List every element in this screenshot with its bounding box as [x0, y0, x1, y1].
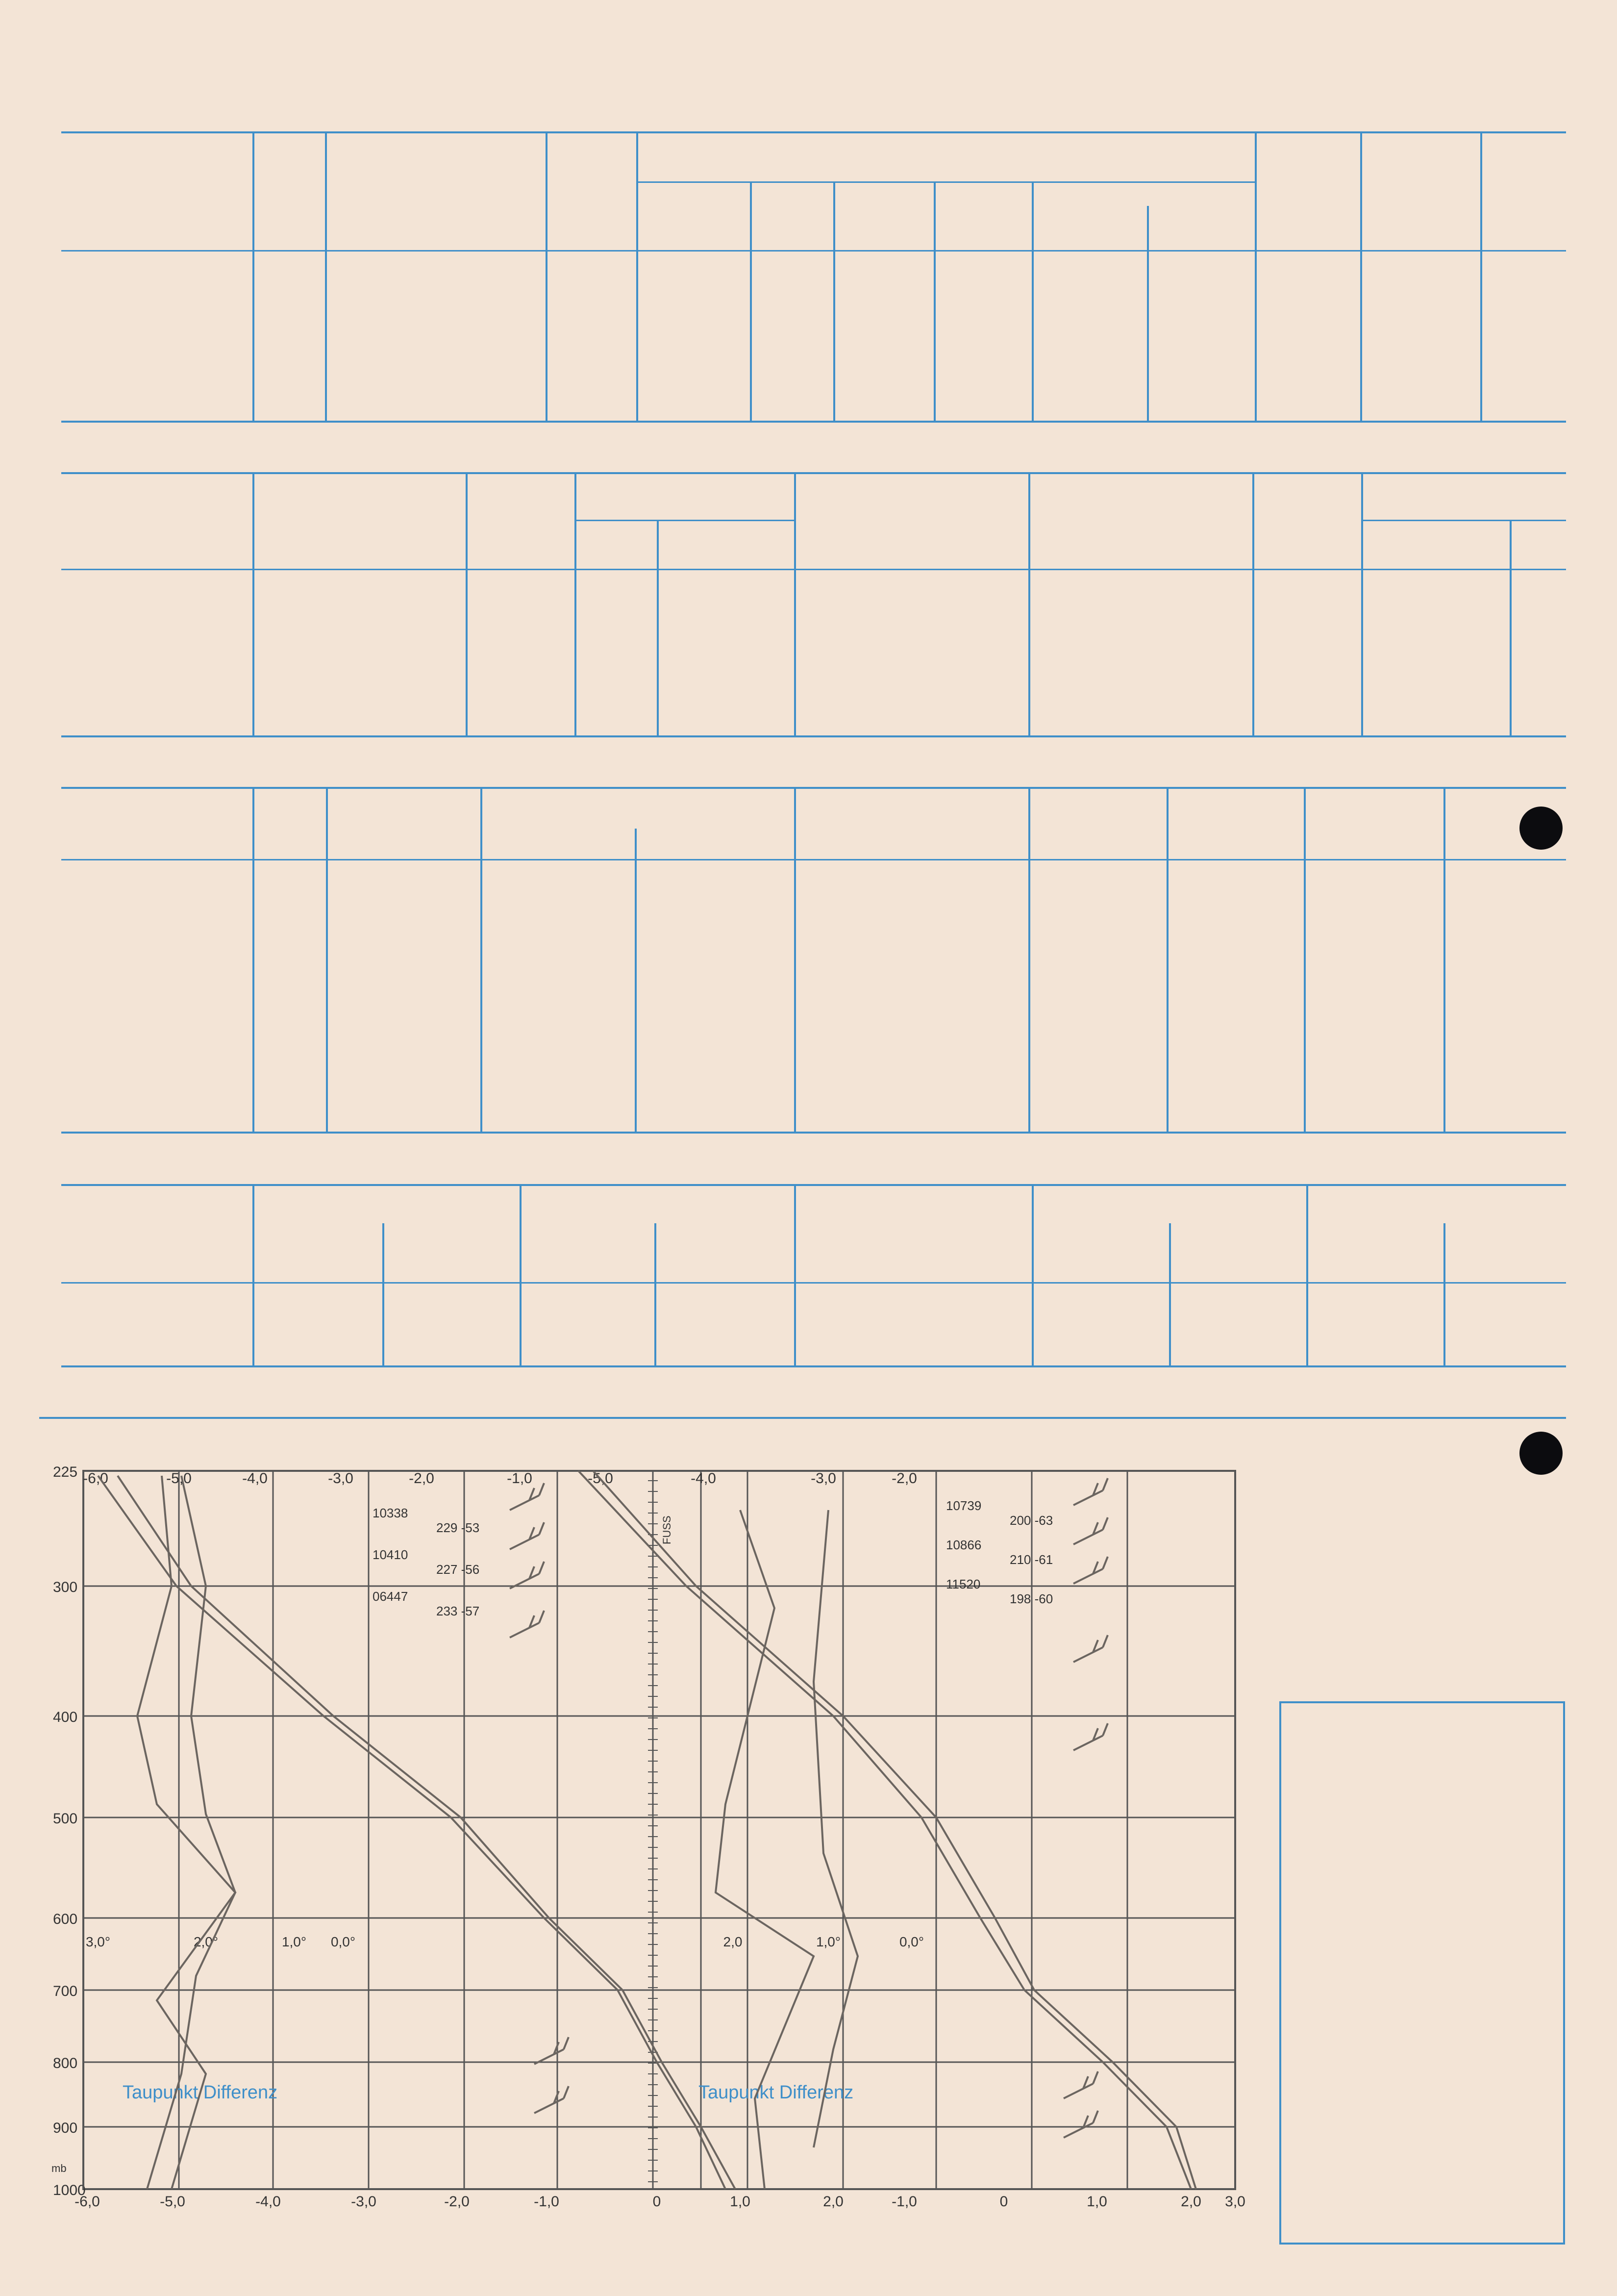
- wind-barb: [510, 1611, 544, 1638]
- wind-barb: [1073, 1635, 1108, 1662]
- wind-barb: [1064, 2071, 1098, 2098]
- station-tropopause-values: 227 -56: [436, 1562, 480, 1577]
- remarks-box[interactable]: [1279, 1701, 1565, 2245]
- station-code-label: 10410: [373, 1547, 408, 1562]
- station-tropopause-values: 198 -60: [1010, 1591, 1053, 1606]
- wind-barb: [1073, 1517, 1108, 1544]
- dew-scale-label: 3,0°: [85, 1934, 111, 1949]
- dew-scale-label: 0,0°: [899, 1934, 924, 1949]
- taupunkt-label-right: Taupunkt Differenz: [698, 2082, 854, 2103]
- wind-barb: [510, 1483, 544, 1510]
- dew-scale-label: 2,0: [723, 1934, 743, 1949]
- pressure-label: 400: [53, 1709, 78, 1725]
- top-axis-label: -3,0: [811, 1470, 836, 1487]
- x-axis-label: 1,0: [730, 2194, 750, 2210]
- top-axis-label: -2,0: [892, 1470, 917, 1487]
- station-tropopause-values: 200 -63: [1010, 1513, 1053, 1528]
- top-axis-label: -3,0: [328, 1470, 353, 1487]
- x-axis-label: 0: [652, 2194, 661, 2210]
- x-axis-label: -6,0: [75, 2194, 100, 2210]
- top-axis-label: -2,0: [409, 1470, 434, 1487]
- x-axis-label: 1,0: [1087, 2194, 1107, 2210]
- top-axis-label: -5,0: [588, 1470, 613, 1487]
- wind-barb: [1073, 1478, 1108, 1505]
- station-code-label: 10866: [946, 1538, 982, 1552]
- x-axis-label: 2,0: [1181, 2194, 1201, 2210]
- x-axis-label: -1,0: [892, 2194, 917, 2210]
- pressure-unit: mb: [51, 2162, 67, 2174]
- wind-barb: [510, 1562, 544, 1589]
- diagram-frame: [83, 1471, 1235, 2189]
- wind-barb: [1064, 2111, 1098, 2138]
- punch-hole: [1519, 807, 1563, 850]
- top-axis-label: -4,0: [242, 1470, 268, 1487]
- height-axis-label: FUSS: [661, 1515, 673, 1544]
- pressure-label: 1000: [53, 2182, 86, 2198]
- station-tropopause-values: 210 -61: [1010, 1552, 1053, 1567]
- station-code-label: 10338: [373, 1506, 408, 1520]
- dew-scale-label: 1,0°: [816, 1934, 841, 1949]
- x-axis-label: 3,0: [1225, 2194, 1245, 2210]
- x-axis-label: -5,0: [160, 2194, 185, 2210]
- aerological-diagram: [49, 1461, 1250, 2216]
- dew-scale-label: 2,0°: [193, 1934, 219, 1949]
- pressure-label: 225: [53, 1464, 78, 1480]
- x-axis-label: -3,0: [351, 2194, 376, 2210]
- pressure-label: 300: [53, 1579, 78, 1595]
- dew-scale-label: 1,0°: [281, 1934, 307, 1949]
- temperature-profile: [593, 1471, 1196, 2189]
- x-axis-label: 2,0: [823, 2194, 844, 2210]
- station-code-label: 10739: [946, 1498, 982, 1513]
- temperature-profile: [814, 1510, 858, 2147]
- pressure-label: 600: [53, 1911, 78, 1927]
- wind-barb: [534, 2086, 569, 2113]
- wind-barb: [1073, 1723, 1108, 1750]
- station-tropopause-values: 233 -57: [436, 1604, 480, 1618]
- punch-hole: [1519, 1432, 1563, 1475]
- wind-barb: [534, 2037, 569, 2064]
- wind-barb: [510, 1522, 544, 1549]
- wind-barb: [1073, 1557, 1108, 1584]
- station-code-label: 11520: [946, 1577, 981, 1591]
- x-axis-label: -4,0: [255, 2194, 281, 2210]
- pressure-label: 900: [53, 2120, 78, 2136]
- aerological-chart: [49, 1461, 1250, 2216]
- x-axis-label: -1,0: [534, 2194, 559, 2210]
- top-axis-label: -5,0: [166, 1470, 192, 1487]
- pressure-label: 700: [53, 1983, 78, 1999]
- pressure-label: 800: [53, 2055, 78, 2071]
- x-axis-label: -2,0: [444, 2194, 470, 2210]
- x-axis-label: 0: [999, 2194, 1008, 2210]
- station-tropopause-values: 229 -53: [436, 1520, 480, 1535]
- taupunkt-label-left: Taupunkt Differenz: [123, 2082, 278, 2103]
- pressure-label: 500: [53, 1811, 78, 1827]
- top-axis-label: -1,0: [507, 1470, 532, 1487]
- dew-scale-label: 0,0°: [330, 1934, 356, 1949]
- top-axis-label: -6,0: [83, 1470, 108, 1487]
- top-axis-label: -4,0: [691, 1470, 716, 1487]
- station-code-label: 06447: [373, 1589, 408, 1604]
- temperature-profile: [578, 1471, 1191, 2189]
